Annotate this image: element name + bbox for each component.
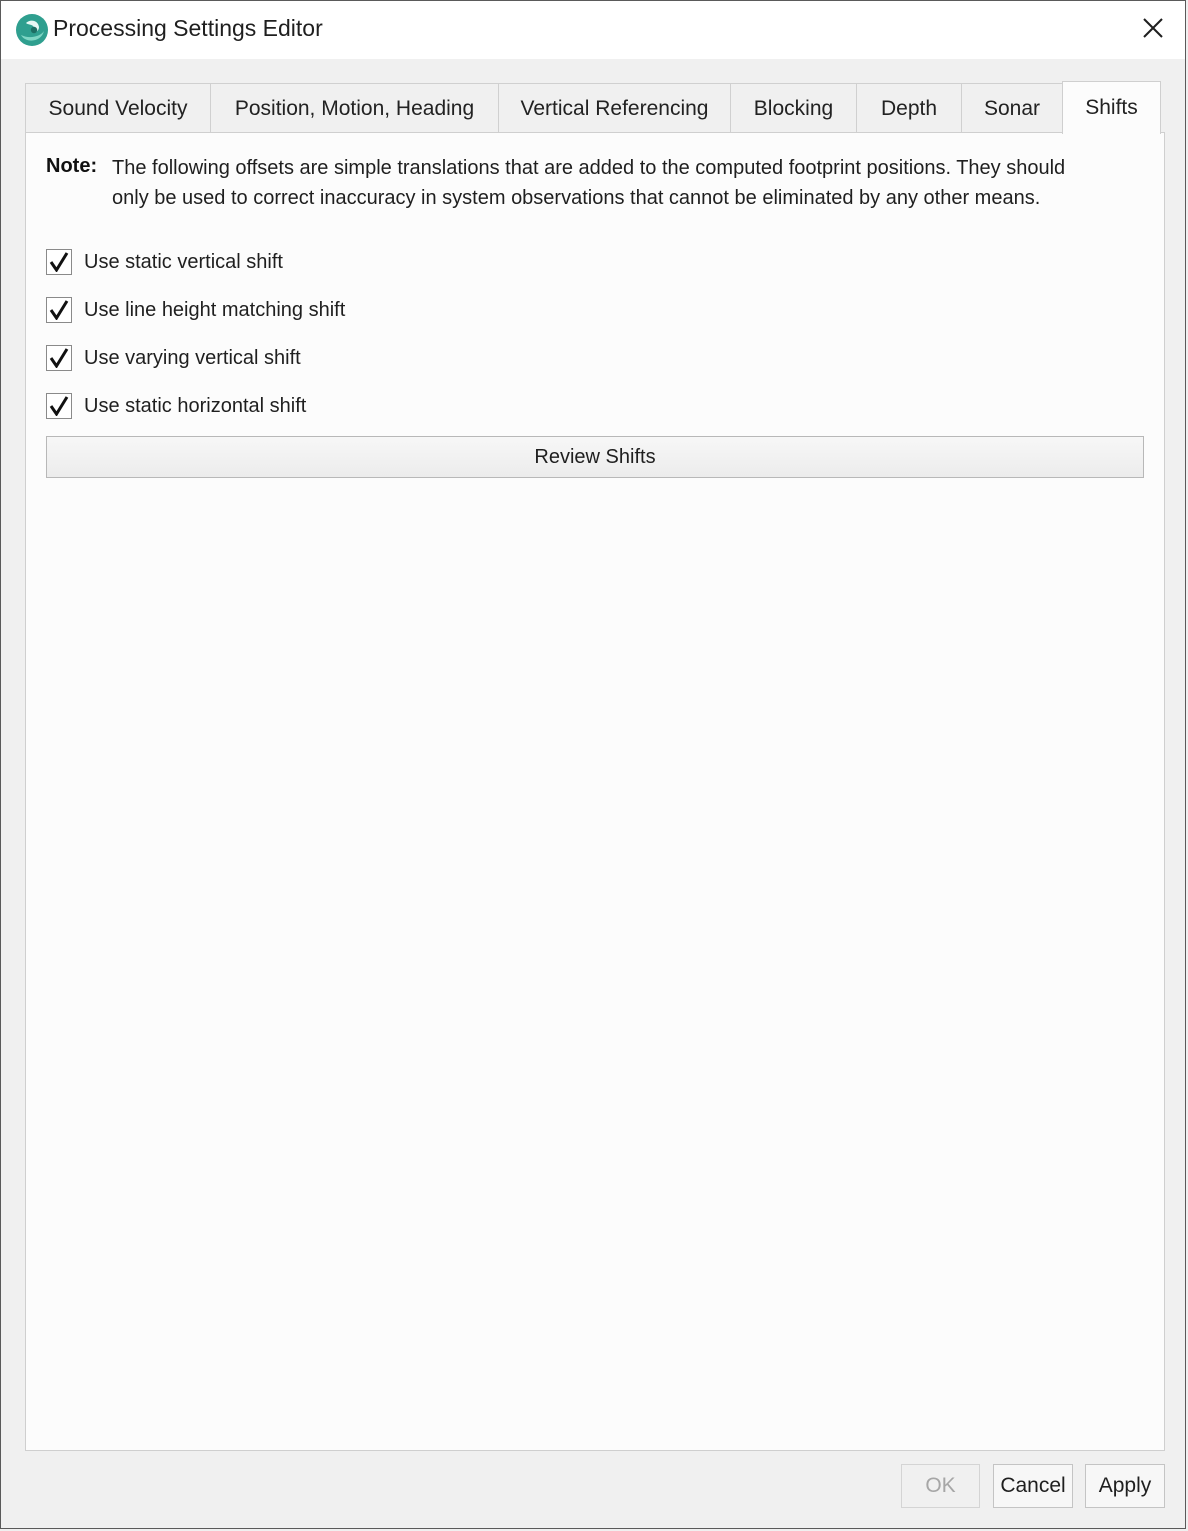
apply-button[interactable]: Apply: [1085, 1464, 1165, 1508]
line-height-matching-shift-checkbox[interactable]: [46, 297, 72, 323]
note-line-2: only be used to correct inaccuracy in system observations that cannot be eliminated by any other means.: [112, 187, 1041, 209]
window-title: Processing Settings Editor: [53, 15, 323, 41]
close-button[interactable]: [1121, 1, 1185, 59]
line-height-matching-shift-option[interactable]: [46, 295, 345, 325]
static-vertical-shift-checkbox[interactable]: [46, 249, 72, 275]
tab-sound-velocity[interactable]: Sound Velocity: [25, 83, 211, 133]
checkmark-icon: [49, 348, 69, 368]
line-height-matching-shift-label: Use line height matching shift: [84, 298, 346, 321]
static-horizontal-shift-option[interactable]: [46, 391, 306, 421]
note-line-1: The following offsets are simple translations that are added to the computed footprint positions. They should: [112, 157, 1066, 179]
settings-tab-bar: [25, 81, 1165, 133]
tab-depth[interactable]: Depth: [856, 83, 962, 133]
tab-shifts[interactable]: Shifts: [1062, 81, 1161, 134]
varying-vertical-shift-option[interactable]: [46, 343, 301, 373]
title-bar: [1, 1, 1185, 59]
static-vertical-shift-option[interactable]: [46, 247, 283, 277]
note-text: [112, 153, 1142, 213]
review-shifts-button[interactable]: Review Shifts: [46, 436, 1144, 478]
tab-sonar[interactable]: Sonar: [961, 83, 1063, 133]
app-logo-icon: [15, 13, 49, 47]
static-horizontal-shift-label: Use static horizontal shift: [84, 394, 307, 417]
cancel-button[interactable]: Cancel: [993, 1464, 1073, 1508]
shifts-panel: [25, 132, 1165, 1451]
varying-vertical-shift-checkbox[interactable]: [46, 345, 72, 371]
checkmark-icon: [49, 396, 69, 416]
static-vertical-shift-label: Use static vertical shift: [84, 250, 283, 273]
static-horizontal-shift-checkbox[interactable]: [46, 393, 72, 419]
ok-button[interactable]: OK: [901, 1464, 980, 1508]
note-label: Note:: [46, 155, 98, 177]
tab-blocking[interactable]: Blocking: [730, 83, 857, 133]
tab-vertical-referencing[interactable]: Vertical Referencing: [498, 83, 731, 133]
checkmark-icon: [49, 252, 69, 272]
checkmark-icon: [49, 300, 69, 320]
tab-position-motion-heading[interactable]: Position, Motion, Heading: [210, 83, 499, 133]
varying-vertical-shift-label: Use varying vertical shift: [84, 346, 301, 369]
close-icon: [1142, 17, 1164, 44]
